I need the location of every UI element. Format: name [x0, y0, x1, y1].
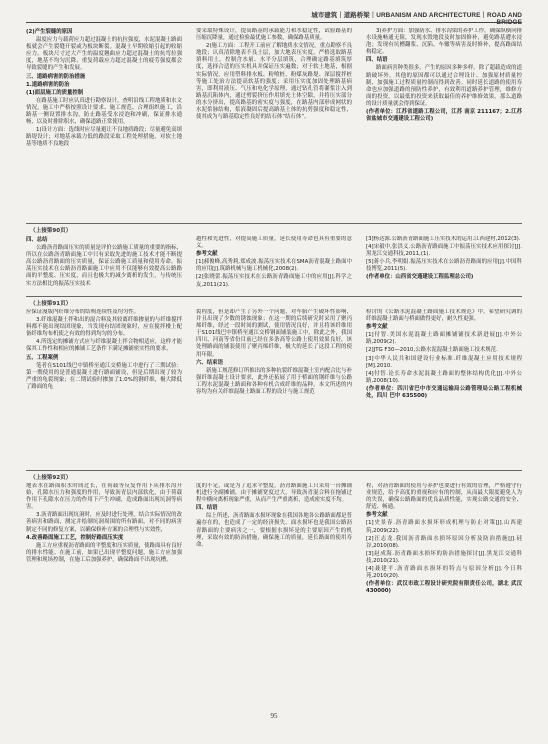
reference: [3]赵成海.沥青路面水损坏的防治措施探讨[J].黑龙江交通科技,2010(21). [366, 550, 522, 564]
paragraph: 1)设计方面：选线时应尽量避让不良地质路段；尽量避免高填路堤设计；对地基承载力低的路段采取工程处理措施，对软土地基等地质不良地段 [26, 127, 182, 148]
reference: [2]汪志龙.我国沥青路面水损坏原因分析及防治措施[J].硅谷,2010(08). [366, 535, 522, 549]
paragraph: 2)施工方面：工程开工前应了解地质水文情况，重点勘察不良地段；认真清除地表不良土层，加大地表压实度，严格选取路基填料用土，控制含水量、水平分层填筑，合理确定路基填筑厚度，选择合适的压实机具并保证压实遍数；对于软土地基，根据实际情况，应用塑料排水板、粉喷桩、粉煤灰路堤、深层搅拌桩等施工处治方法提高软基的强度；采用压实度加固处理路基病害，即利用液压、气压和电化学原理，通过钻孔管将灌浆注入到路基沉陷体内，通过劈裂挤压作用填充土体空隙，并将压实部分的水分挤出，提高路基的密实度与强度，在路基内部形成网状的水泥浆脉结构，浆液凝固后提高路基土体的抗剪强度和稳定性，使其成为与路基稳定性良好的结石体“结石体”。 [196, 43, 352, 121]
paragraph: 要采取特殊设计，提高路基的承载能力和水稳定性，试验路基的压缩沉降量，通过检验最优施工参数，确保路基质量。 [196, 28, 352, 42]
reference: [4]付智.论长寿命水泥混凝土路面的整体结构优化[J].中外公路,2008(10). [366, 370, 522, 384]
paragraph: 公路沥青路面压实的质量是评价公路施工质量的重要的指标，所以在公路沥青路面施工中只有采取先进的施工技术才能不断提高公路沥青路面的压实质量，保证公路施工质量和使用寿命。振荡压实技术在公路沥青路面施工中应用不仅能够有效提高公路路面的平整度、压实度，而且也极大的减少离析的发生，与传统压实方法相比的振荡压实技术 [26, 245, 182, 287]
author-affiliation: (作者单位：江苏省道路工程公司，江苏 南京 211167；2.江苏省盐城市交通建设工程公司) [366, 109, 522, 123]
paragraph: 综上所述，沥青路面水损坏现象在我国各地各公路路面都是普遍存在的，也造成了一定的经济损失。面水损坏也是我国公路沥青路面的主要病害之一，要根据水损坏是的主要原因产生的机理，采取有效的防治措施，确保施工的质量，延长路面的使用寿命。 [196, 513, 352, 548]
reference: [3]杨达源.公路沥青路面施工压实技术的运用.江西建材,2012(3). [366, 236, 521, 242]
article3-col2 [196, 309, 352, 466]
reference: [4]宋毅中,张洪义.公路沥青路面施工中振荡压实技术应用探讨[J].黑龙江交通科技,2011,(1). [366, 244, 522, 258]
article2-col2 [196, 236, 352, 294]
article2-col3 [366, 236, 522, 294]
paragraph: 路面病害种类很多，产生的原因多种多样。除了超载造成的道路破坏外，其他的原因都可以通过合理设计、加强原材质量控制、加强施工过程质量控制而得到改善。同时延长道路的使用寿命也应加强道路的预防性养护，有效利用道路养护管理，维修方面的投资，以最低的投资来获取最佳的养护维修效果。那么道路的设计质量就会得到保证。 [366, 65, 522, 107]
header-rule [26, 22, 522, 23]
paragraph: 温度应力与载荷应力超过混凝土的抗拉强度，水泥混凝土路面板就会产生裂缝开裂或为板块断裂。混凝土早期收缩引起的收缩应力，板块尺寸过大产生的温度翘曲应力超过混凝土的抗弯拉强度，地基不均匀沉降、重复荷载应力超过混凝土的疲劳强度都会导致裂缝的产生和发展。 [26, 37, 182, 72]
running-header: 城市建筑｜道路桥梁｜URBANISM AND ARCHITECTURE｜ROAD AND [311, 12, 522, 19]
paragraph: 裂程度，但是却产生了另外一个问题，对车胎产生破坏性影响，并且出现了少数的锈蚀现象；在这一期的后续研究时采用了聚丙烯纤维，经过一段时间的测试，使用情况良好，并且将该纤维用于S101线巴中镇桥至通江交桥钢面铺装施工中，除此之外，我国四川、河南等省份目前已经在多条高等公路上使用效果良好，该处理路面的铺装使用了聚丙烯纤维，极大的延长了这段工程的使用年限。 [196, 309, 352, 358]
section-divider [26, 470, 522, 471]
paragraph: 地表水在路面积水时间过长，在荷载等反复作用下从排水沟开始，孔隙水压力和强度的作用，导致沥青层内部软化，由于荷载作用下孔隙水在压力的作用下产生冲刷，造成路面出现坑洞等病害。 [26, 483, 182, 511]
author-affiliation: (作者单位：武汉市政工程设计研究院有限责任公司，湖北 武汉 430000) [366, 581, 522, 595]
paragraph: 4.所选定的摊铺方式应与纤维混凝土拌合物相适应，这样才能保其工作性和相应的摊铺工艺条件下满足摊铺密实性的要求。 [26, 339, 182, 353]
reference: [4]聂建平.沥青路面水损坏的特点与原因分析[J].今日科苑,2010(20). [366, 566, 522, 580]
continued-from-tag: （上接第92页） [30, 475, 72, 481]
paragraph: 在路基施工时应认真进行勘察设计，查明沿线工程地质和水文情况，施工中严格按照设计要求、施工规范、合理组织施工，沿路基一侧设置排水沟，防止路基受水浸泡和冲刷，保证排水通畅，以及时排除积水，确保道路正常使用。 [26, 97, 182, 126]
article3-col1 [26, 309, 182, 466]
paragraph: 度的不足，或是为了追求平整度，沥青路面施工只采用一台摊铺机进行全副摊铺，由于摊铺宽度过大，导致沥青混合料在拖铺过程中横向离析现象严重，从而产生严重离析，造成密实度不均。 [196, 483, 352, 504]
paragraph: 检讨的《公路水泥混凝土路面施工技术规范》中，希望研究调的纤维混凝土路面与桥面做得更好，耐久性更强。 [366, 309, 522, 323]
subheading: 1.道路病害的防治 [26, 81, 70, 88]
paragraph: 3.纤维混凝土拌和出的混合料及其较离纤维掺量的与纤维搅拌料都不能出现结团现象，当发现有结团现象时，应在搅拌楼上配备纤维均布机使之有效的得到均匀的分布。 [26, 317, 182, 338]
paragraph: (2)产生裂缝的原因 [26, 29, 73, 35]
section-heading: 四、结语 [366, 57, 388, 64]
continued-from-tag: （上接第90页） [30, 228, 72, 234]
paragraph: 新施工规范修订所推出的多种抗裂纤维混凝土室内配合比与补强纤维混凝土设计要求，此外还拓展了用于桥面的钢纤维与公路工程水泥混凝土路面和各种有机合成纤维的品种。本文所述的内容均为有关纤维混凝土路面工程的设计与施工规范 [196, 367, 352, 396]
paragraph: 施工方应重视沥青路面的平整度和压实质量，使路面具有良好的排水性能。在施工前，如果已出现平整度问题，施工方应加强管理和现场控制，在施工后加强养护，确保路面不出现坑槽。 [26, 542, 182, 563]
references-heading: 参考文献 [366, 512, 388, 519]
section-heading: 六、结束语 [196, 359, 223, 366]
reference: [1]郝俊峰,高秀莉,郑成波.振荡压实技术在SMA沥青混凝土路面中的应用[J].筑路机械与施工机械化,2008(2). [196, 259, 352, 273]
paragraph: 笔者在S101线巴中镇桥至通江交桥施工中进行了三期试验：第一期使用的是普通混凝土进行路面铺设，但是后期出现了较为严重的龟裂现象；在二期试验时掺加了1.0%的钢纤维，极大降低了路面的龟 [26, 362, 182, 390]
references-heading: 参考文献 [366, 324, 388, 331]
article4-col2 [196, 483, 352, 701]
paragraph: 3.沥青路面出现坑洞时，应及时进行处理，结合实际情况的改善病害和路面，测定并绘制坑洞周围的所有路面，对不同的病害制定不同的修复方案，以确保修补方案的合理性与实效性， [26, 512, 182, 533]
subheading: (1)面层施工的质量控制 [26, 89, 84, 96]
article3-col3 [366, 309, 522, 466]
author-affiliation: (作者单位：山西省交通建设工程监理总公司) [366, 274, 474, 281]
paragraph: 3)养护方面：加强防水、排水沟渠的养护工作，确保纵横向排水设施畅通无阻，发现水毁地段及时加固修补，避免路基遭水浸泡；发现有坑槽翻浆、沉陷、车辙等病害及时修补，提高路面结构稳定。 [366, 28, 522, 56]
article1-col2 [196, 28, 352, 221]
author-affiliation: (作者单位：四川省巴中市交通运输局公路管理局公路工程机械处，四川 巴中 635500) [366, 385, 522, 400]
paragraph: 应保证漫版内纤维分布的结构连续性及均匀性。 [26, 309, 140, 315]
article1-col1 [26, 28, 182, 221]
article2-col1 [26, 236, 182, 294]
reference: [2]张晓蕾.振荡压实技术在公路沥青路面施工中的应用[J].科学之友,2011(21). [196, 274, 352, 288]
reference: [2]JTG F30—2010,公路水泥混凝土路面施工技术规范. [366, 347, 498, 354]
section-divider [26, 223, 522, 224]
article4-col3 [366, 483, 522, 701]
reference: [1]付智.美国水泥混凝土路面摊铺铺技术新进展[J].中外公路,2009(2). [366, 332, 522, 346]
reference: [1]史景春.沥青路面水损坏形成机理与防止对策[J].山西建筑,2009(22). [366, 520, 522, 534]
paragraph: 程，对沥青路面的使用与养护也要进行有效的管理，严格遵守行业规范，给予高度的重视和应有的控制，从而最大限度避免人为的失误，确保公路路面的优良品质性能，实现公路交通的安全、舒适、畅通。 [366, 483, 522, 511]
reference: [3]中华人民共和国建设行业标准.纤维混凝土应用技术规程[M].2010. [366, 355, 522, 369]
article1-col3 [366, 28, 522, 221]
reference: [5]蒋小兵,李明娟.振荡压实技术在公路沥青路面的应用[J].中国科技博览,2011(5). [366, 259, 522, 273]
section-heading: 三、道路病害的防治措施 [26, 73, 86, 80]
article4-col1 [26, 483, 182, 701]
continued-from-tag: （上接第91页） [30, 301, 72, 307]
section-heading: 四、结语 [196, 505, 218, 512]
subheading: 4.改善路面施工工艺，控制好路面压实度 [26, 534, 124, 541]
paragraph: 越性和先进性，对提高施工质量，延长使用寿命也具有重要的意义。 [196, 236, 352, 250]
section-heading: 五、工程案例 [26, 354, 59, 361]
section-divider [26, 296, 522, 297]
page-number: 95 [270, 712, 278, 720]
references-heading: 参考文献 [196, 251, 218, 258]
section-heading: 四、总结 [26, 237, 48, 243]
